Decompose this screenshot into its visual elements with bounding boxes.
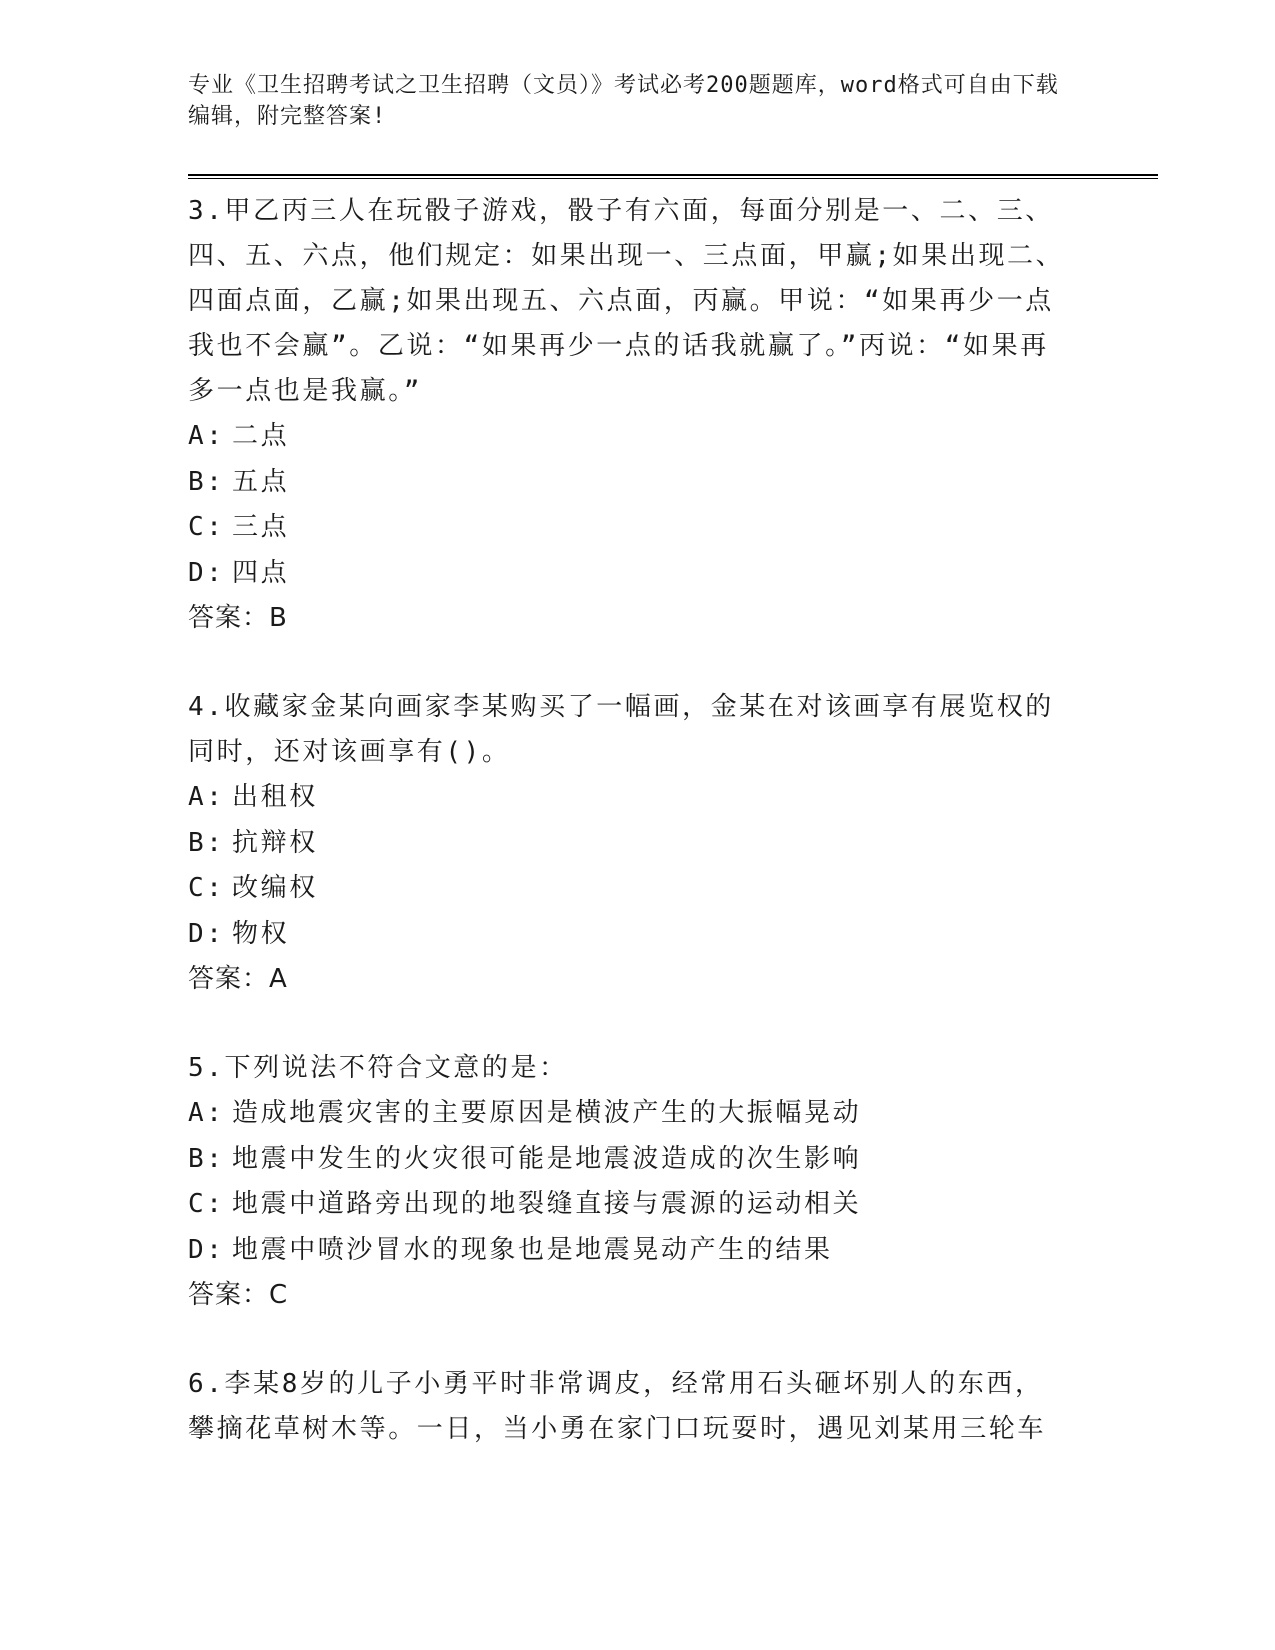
option-d xyxy=(188,551,1158,597)
divider-thick-line xyxy=(188,174,1158,176)
question-text: 5.下列说法不符合文意的是： xyxy=(188,1053,568,1083)
document-header: 专业《卫生招聘考试之卫生招聘（文员）》考试必考200题题库，word格式可自由下载编辑，附完整答案! xyxy=(188,73,1059,129)
option-text: 地震中喷沙冒水的现象也是地震晃动产生的结果 xyxy=(232,1234,833,1265)
option-letter: D: xyxy=(188,918,225,949)
option-a xyxy=(188,1091,1158,1137)
option-letter: A: xyxy=(188,782,225,812)
option-b xyxy=(188,821,1158,867)
option-text: 造成地震灾害的主要原因是横波产生的大振幅晃动 xyxy=(232,1098,862,1128)
option-text: 抗辩权 xyxy=(232,827,318,858)
option-text: 四点 xyxy=(232,557,290,588)
answer-line: 答案：A xyxy=(188,964,288,994)
question-6 xyxy=(188,1362,1158,1452)
option-a xyxy=(188,775,1158,821)
option-text: 物权 xyxy=(232,918,290,949)
option-text: 出租权 xyxy=(232,782,318,812)
document-page xyxy=(188,70,1158,1496)
option-letter: B: xyxy=(188,1143,225,1174)
option-c xyxy=(188,866,1158,912)
answer-line: 答案：B xyxy=(188,603,288,633)
option-a xyxy=(188,414,1158,460)
question-list xyxy=(188,189,1158,1452)
question-text: 4.收藏家金某向画家李某购买了一幅画，金某在对该画享有展览权的同时，还对该画享有()。 xyxy=(188,692,1054,767)
option-text: 二点 xyxy=(232,421,290,451)
option-letter: C: xyxy=(188,512,225,542)
option-letter: C: xyxy=(188,873,225,903)
option-letter: B: xyxy=(188,466,225,497)
option-text: 五点 xyxy=(232,466,290,497)
question-text: 3.甲乙丙三人在玩骰子游戏，骰子有六面，每面分别是一、二、三、四、五、六点，他们规定：如果出现一、三点面，甲赢;如果出现二、四面点面，乙赢;如果出现五、六点面，丙赢。甲说：“如果再少一点我也不会赢”。乙说：“如果再少一点的话我就赢了。”丙说：“如果再多一点也是我赢。” xyxy=(188,196,1065,406)
question-5 xyxy=(188,1046,1158,1318)
option-text: 三点 xyxy=(232,512,290,542)
option-letter: D: xyxy=(188,557,225,588)
option-d xyxy=(188,912,1158,958)
answer-line: 答案：C xyxy=(188,1280,289,1310)
option-c xyxy=(188,1182,1158,1228)
divider-thin-line xyxy=(188,178,1158,179)
option-c xyxy=(188,505,1158,551)
option-text: 改编权 xyxy=(232,873,318,903)
option-d xyxy=(188,1228,1158,1274)
question-3 xyxy=(188,189,1158,641)
option-text: 地震中发生的火灾很可能是地震波造成的次生影响 xyxy=(232,1143,862,1174)
header-divider xyxy=(188,174,1158,179)
option-letter: D: xyxy=(188,1234,225,1265)
option-b xyxy=(188,1137,1158,1183)
option-letter: A: xyxy=(188,1098,225,1128)
option-b xyxy=(188,460,1158,506)
question-text: 6.李某8岁的儿子小勇平时非常调皮，经常用石头砸坏别人的东西，攀摘花草树木等。一日，当小勇在家门口玩耍时，遇见刘某用三轮车 xyxy=(188,1369,1047,1444)
option-text: 地震中道路旁出现的地裂缝直接与震源的运动相关 xyxy=(232,1189,862,1219)
question-4 xyxy=(188,685,1158,1002)
option-letter: B: xyxy=(188,827,225,858)
option-letter: A: xyxy=(188,421,225,451)
option-letter: C: xyxy=(188,1189,225,1219)
